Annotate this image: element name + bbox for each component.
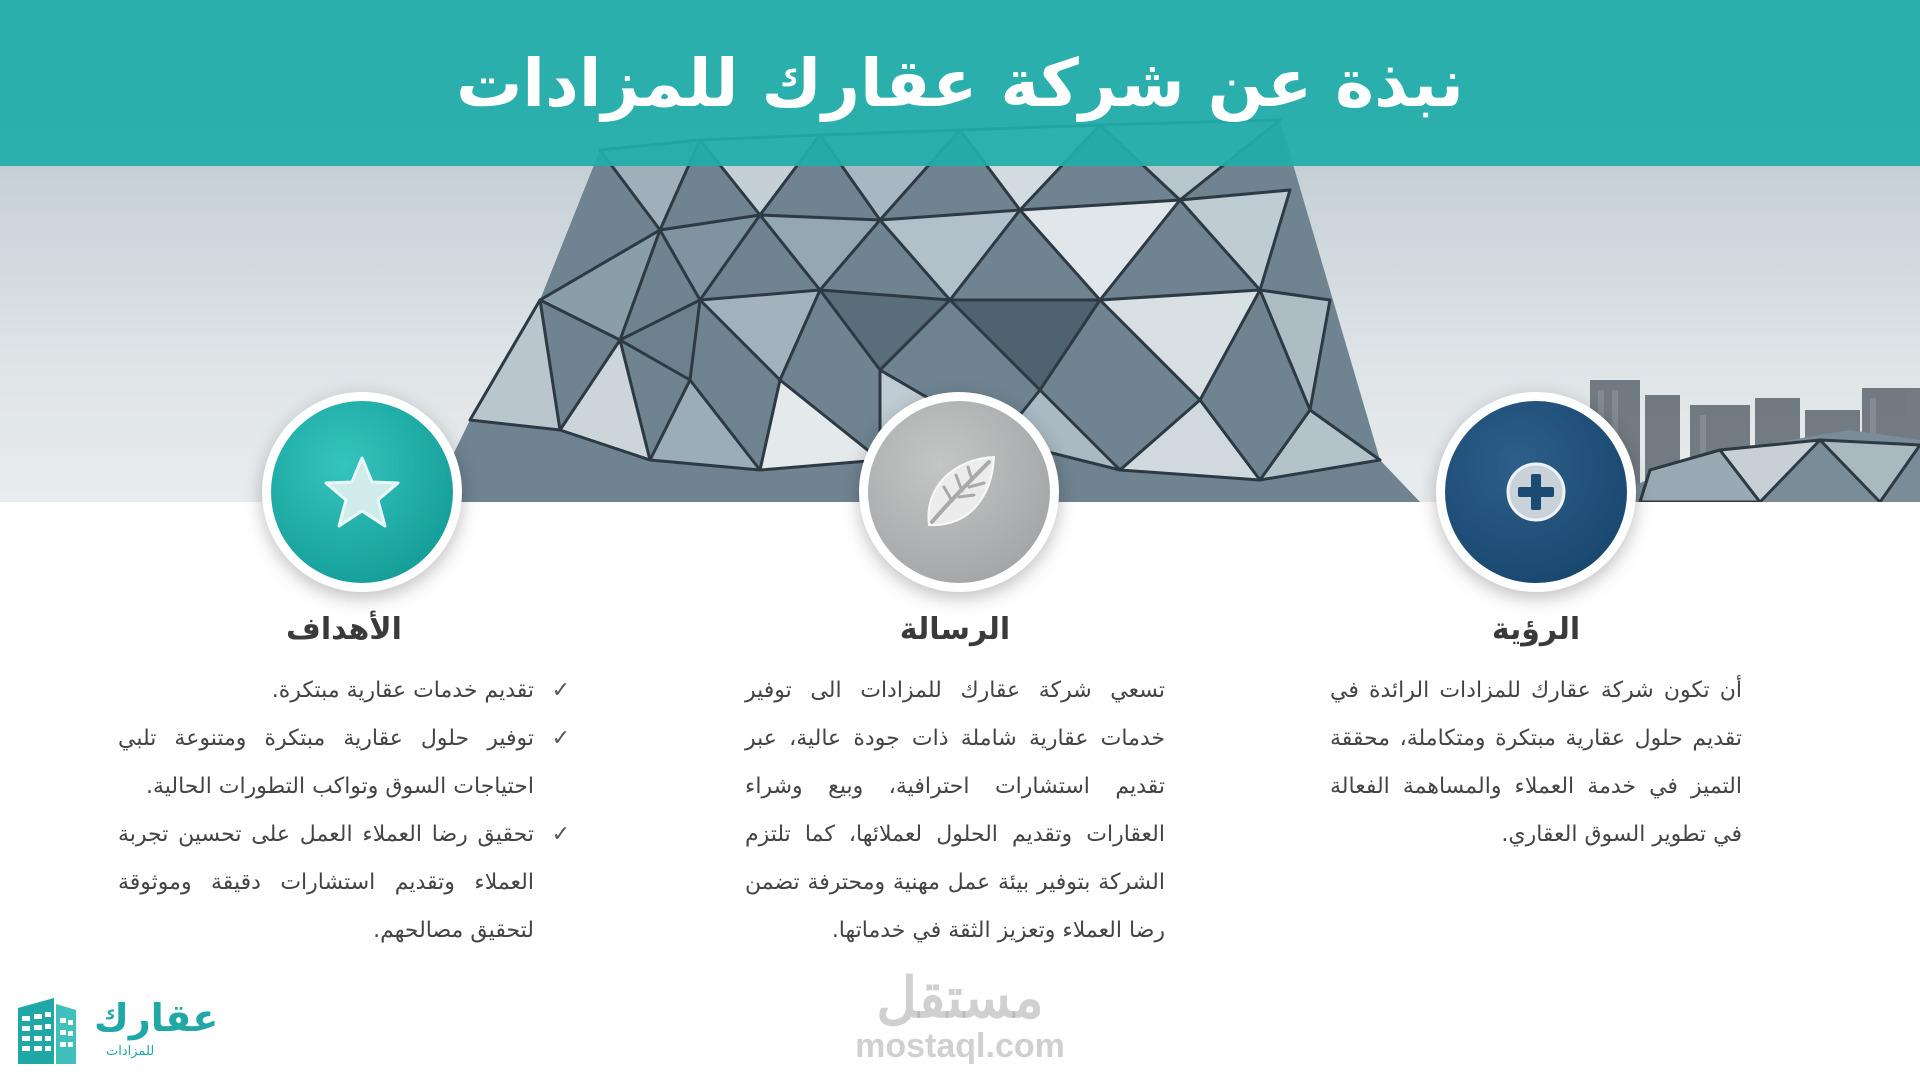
goal-text: تحقيق رضا العملاء العمل على تحسين تجربة العملاء وتقديم استشارات دقيقة وموثوقة لتحقيق مصالحهم. bbox=[118, 822, 534, 943]
goals-section bbox=[118, 612, 570, 955]
vision-heading: الرؤية bbox=[1491, 612, 1581, 647]
goals-heading: الأهداف bbox=[286, 612, 402, 647]
vision-text: أن تكون شركة عقارك للمزادات الرائدة في تقديم حلول عقارية مبتكرة ومتكاملة، محققة التميز في خدمة العملاء والمساهمة الفعالة في تطوير السوق العقاري. bbox=[1330, 678, 1742, 847]
goals-list bbox=[118, 667, 570, 955]
mission-text: تسعي شركة عقارك للمزادات الى توفير خدمات عقارية شاملة ذات جودة عالية، عبر تقديم استشارات احترافية، وبيع وشراء العقارات وتقديم الحلول لعملائها، كما تلتزم الشركة بتوفير بيئة عمل مهنية ومحترفة تضمن رضا العملاء وتعزيز الثقة في خدماتها. bbox=[745, 678, 1165, 943]
logo-name: عقارك bbox=[94, 996, 219, 1040]
plus-icon bbox=[1504, 460, 1568, 524]
watermark-arabic: مستقل bbox=[876, 966, 1044, 1029]
building-logo-icon bbox=[14, 994, 90, 1066]
page-title: نبذة عن شركة عقارك للمزادات bbox=[456, 44, 1464, 122]
mission-section bbox=[745, 612, 1165, 955]
star-icon bbox=[322, 452, 402, 532]
goal-text: توفير حلول عقارية مبتكرة ومتنوعة تلبي احتياجات السوق وتواكب التطورات الحالية. bbox=[118, 726, 534, 799]
leaf-icon bbox=[914, 447, 1004, 537]
goal-text: تقديم خدمات عقارية مبتكرة. bbox=[271, 678, 534, 703]
goals-badge bbox=[262, 392, 462, 592]
vision-section bbox=[1330, 612, 1742, 859]
company-logo bbox=[14, 994, 219, 1066]
mission-heading: الرسالة bbox=[899, 612, 1011, 647]
title-bar bbox=[0, 0, 1920, 166]
check-icon: ✓ bbox=[551, 678, 570, 703]
watermark bbox=[840, 966, 1080, 1066]
mission-badge bbox=[859, 392, 1059, 592]
goal-item bbox=[118, 667, 570, 715]
logo-subtitle: للمزادات bbox=[106, 1044, 155, 1059]
watermark-latin: mostaql.com bbox=[855, 1027, 1065, 1065]
goal-item bbox=[118, 715, 570, 811]
vision-badge bbox=[1436, 392, 1636, 592]
check-icon: ✓ bbox=[551, 726, 570, 751]
goal-item bbox=[118, 811, 570, 955]
check-icon: ✓ bbox=[551, 822, 570, 847]
